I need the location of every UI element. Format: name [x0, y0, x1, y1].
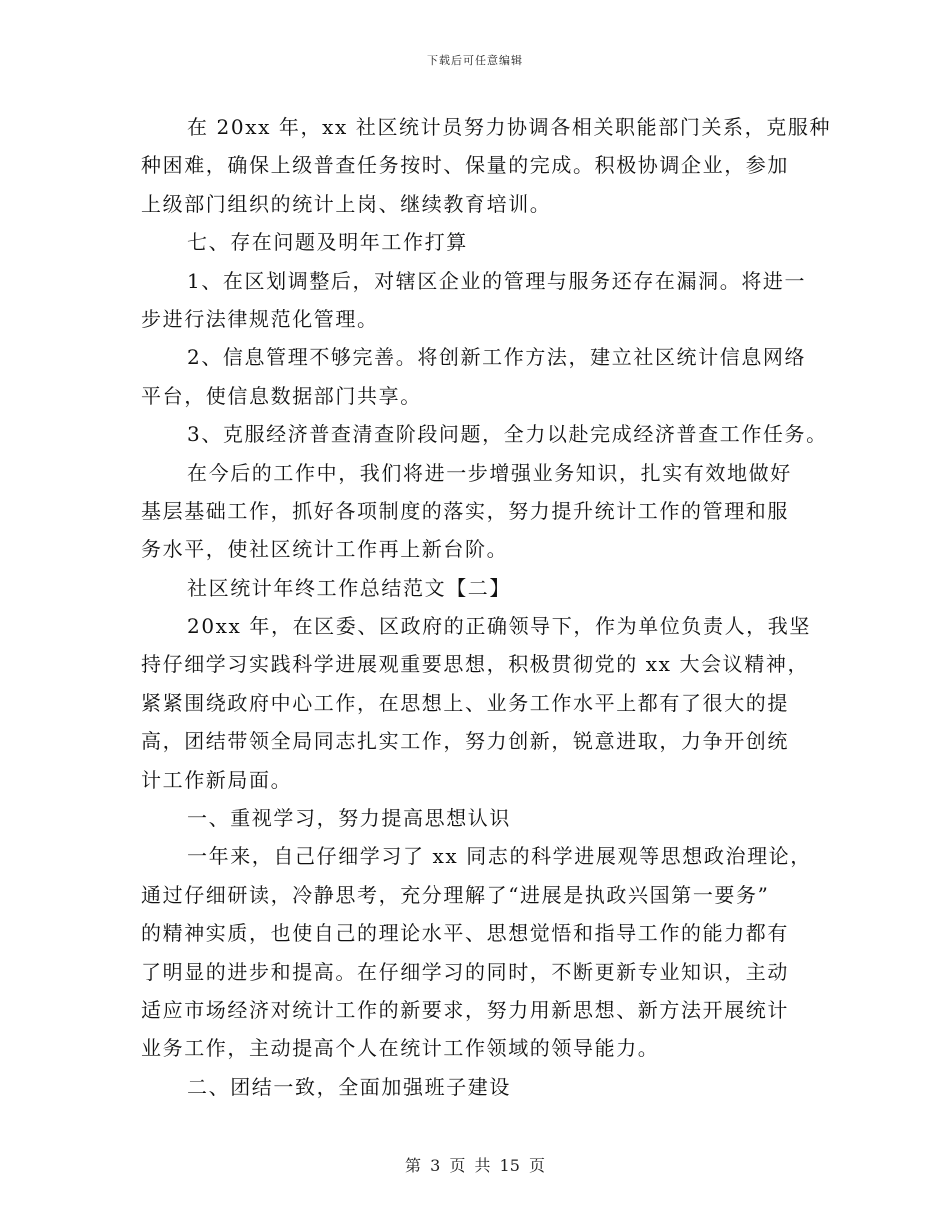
- text-line: 步进行法律规范化管理。: [141, 306, 379, 331]
- text-line: 七、存在问题及明年工作打算: [187, 230, 468, 255]
- text-line: 通过仔细研读，冷静思考，充分理解了“进展是执政兴国第一要务”: [141, 882, 770, 907]
- text-line: 计工作新局面。: [141, 767, 293, 792]
- text-line: 务水平，使社区统计工作再上新台阶。: [141, 537, 509, 562]
- text-line: 了明显的进步和提高。在仔细学习的同时，不断更新专业知识，主动: [141, 959, 789, 984]
- page-header: 下载后可任意编辑: [427, 54, 523, 67]
- text-line: 持仔细学习实践科学进展观重要思想，积极贯彻党的 xx 大会议精神，: [141, 652, 810, 677]
- text-line: 在 20xx 年，xx 社区统计员努力协调各相关职能部门关系，克服种: [187, 115, 832, 139]
- document-body: [141, 108, 841, 1106]
- text-line: 业务工作，主动提高个人在统计工作领域的领导能力。: [141, 1036, 660, 1061]
- text-line: 紧紧围绕政府中心工作，在思想上、业务工作水平上都有了很大的提: [141, 690, 789, 715]
- text-line: 平台，使信息数据部门共享。: [141, 383, 422, 408]
- text-line: 基层基础工作，抓好各项制度的落实，努力提升统计工作的管理和服: [141, 498, 789, 523]
- text-line: 20xx 年，在区委、区政府的正确领导下，作为单位负责人，我坚: [187, 614, 811, 639]
- page-number: 第 3 页 共 15 页: [405, 1156, 545, 1175]
- text-line: 适应市场经济对统计工作的新要求，努力用新思想、新方法开展统计: [141, 997, 789, 1022]
- text-line: 社区统计年终工作总结范文【二】: [187, 575, 511, 600]
- text-line: 高，团结带领全局同志扎实工作，努力创新，锐意进取，力争开创统: [141, 729, 789, 754]
- text-line: 一、重视学习，努力提高思想认识: [187, 806, 511, 831]
- text-line: 的精神实质，也使自己的理论水平、思想觉悟和指导工作的能力都有: [141, 921, 789, 946]
- text-line: 在今后的工作中，我们将进一步增强业务知识，扎实有效地做好: [187, 460, 792, 485]
- text-line: 二、团结一致，全面加强班子建设: [187, 1074, 511, 1099]
- text-line: 一年来，自己仔细学习了 xx 同志的科学进展观等思想政治理论，: [187, 844, 812, 869]
- text-line: 1、在区划调整后，对辖区企业的管理与服务还存在漏洞。将进一: [187, 268, 807, 293]
- text-line: 上级部门组织的统计上岗、继续教育培训。: [141, 191, 552, 216]
- text-line: 种困难，确保上级普查任务按时、保量的完成。积极协调企业，参加: [141, 153, 789, 178]
- text-line: 3、克服经济普查清查阶段问题，全力以赴完成经济普查工作任务。: [187, 422, 828, 447]
- text-line: 2、信息管理不够完善。将创新工作方法，建立社区统计信息网络: [187, 345, 807, 370]
